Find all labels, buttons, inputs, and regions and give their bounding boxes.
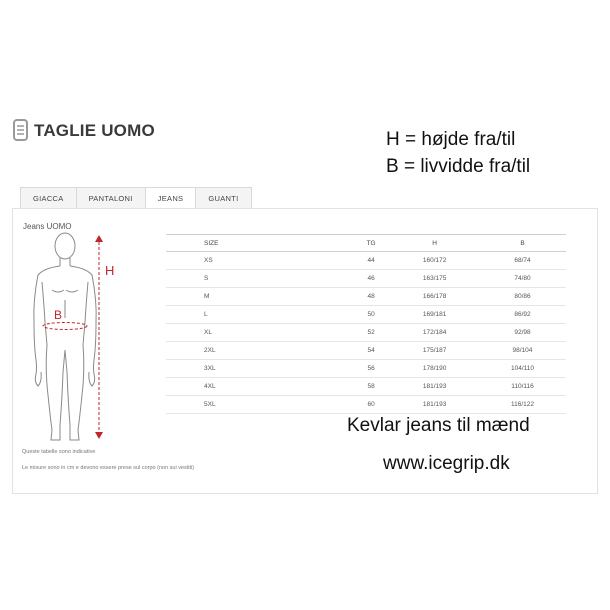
cell-b: 110/116 — [479, 378, 566, 396]
table-row — [166, 306, 566, 324]
cell-h: 181/193 — [390, 378, 479, 396]
cell-tg: 60 — [352, 396, 390, 414]
size-table — [166, 234, 566, 414]
cell-size: M — [166, 288, 352, 306]
legend-waist: B = livvidde fra/til — [386, 156, 531, 177]
table-row — [166, 270, 566, 288]
size-tabs — [20, 187, 251, 209]
cell-h: 166/178 — [390, 288, 479, 306]
cell-size: 4XL — [166, 378, 352, 396]
promo-headline: Kevlar jeans til mænd — [347, 415, 530, 436]
cell-size: 5XL — [166, 396, 352, 414]
table-row — [166, 396, 566, 414]
table-row — [166, 252, 566, 270]
cell-tg: 50 — [352, 306, 390, 324]
cell-tg: 44 — [352, 252, 390, 270]
page-title: TAGLIE UOMO — [34, 121, 155, 140]
cell-tg: 48 — [352, 288, 390, 306]
cell-h: 178/190 — [390, 360, 479, 378]
cell-b: 68/74 — [479, 252, 566, 270]
cell-h: 163/175 — [390, 270, 479, 288]
cell-size: S — [166, 270, 352, 288]
cell-size: 2XL — [166, 342, 352, 360]
waist-label: B — [54, 308, 63, 322]
cell-size: L — [166, 306, 352, 324]
tab-jeans[interactable]: JEANS — [145, 187, 197, 210]
promo-url: www.icegrip.dk — [383, 453, 510, 474]
table-row — [166, 324, 566, 342]
cell-b: 104/110 — [479, 360, 566, 378]
cell-tg: 58 — [352, 378, 390, 396]
cell-b: 80/86 — [479, 288, 566, 306]
table-row — [166, 342, 566, 360]
column-header-h: H — [390, 235, 479, 252]
cell-size: XS — [166, 252, 352, 270]
cell-b: 116/122 — [479, 396, 566, 414]
cell-tg: 56 — [352, 360, 390, 378]
disclaimer-note: Queste tabelle sono indicative — [22, 449, 96, 455]
cell-b: 74/80 — [479, 270, 566, 288]
column-header-b: B — [479, 235, 566, 252]
cell-size: 3XL — [166, 360, 352, 378]
cell-h: 160/172 — [390, 252, 479, 270]
tab-guanti[interactable]: GUANTI — [195, 187, 251, 209]
cell-tg: 54 — [352, 342, 390, 360]
cell-h: 169/181 — [390, 306, 479, 324]
cell-b: 98/104 — [479, 342, 566, 360]
cell-h: 181/193 — [390, 396, 479, 414]
table-row — [166, 288, 566, 306]
tab-pantaloni[interactable]: PANTALONI — [76, 187, 146, 209]
height-label: H — [105, 263, 115, 278]
cell-tg: 52 — [352, 324, 390, 342]
table-row — [166, 378, 566, 396]
cell-b: 86/92 — [479, 306, 566, 324]
brand-logo-icon — [12, 118, 30, 142]
cell-size: XL — [166, 324, 352, 342]
tab-giacca[interactable]: GIACCA — [20, 187, 77, 209]
cell-h: 172/184 — [390, 324, 479, 342]
panel-title: Jeans UOMO — [23, 222, 72, 231]
cell-h: 175/187 — [390, 342, 479, 360]
cell-tg: 46 — [352, 270, 390, 288]
column-header-tg: TG — [352, 235, 390, 252]
cell-b: 92/98 — [479, 324, 566, 342]
legend-height: H = højde fra/til — [386, 129, 516, 150]
column-header-size: SIZE — [166, 235, 352, 252]
table-row — [166, 360, 566, 378]
table-header-row — [166, 235, 566, 252]
measurement-note: Le misure sono in cm e devono essere prese sul corpo (non sui vestiti) — [22, 465, 195, 471]
